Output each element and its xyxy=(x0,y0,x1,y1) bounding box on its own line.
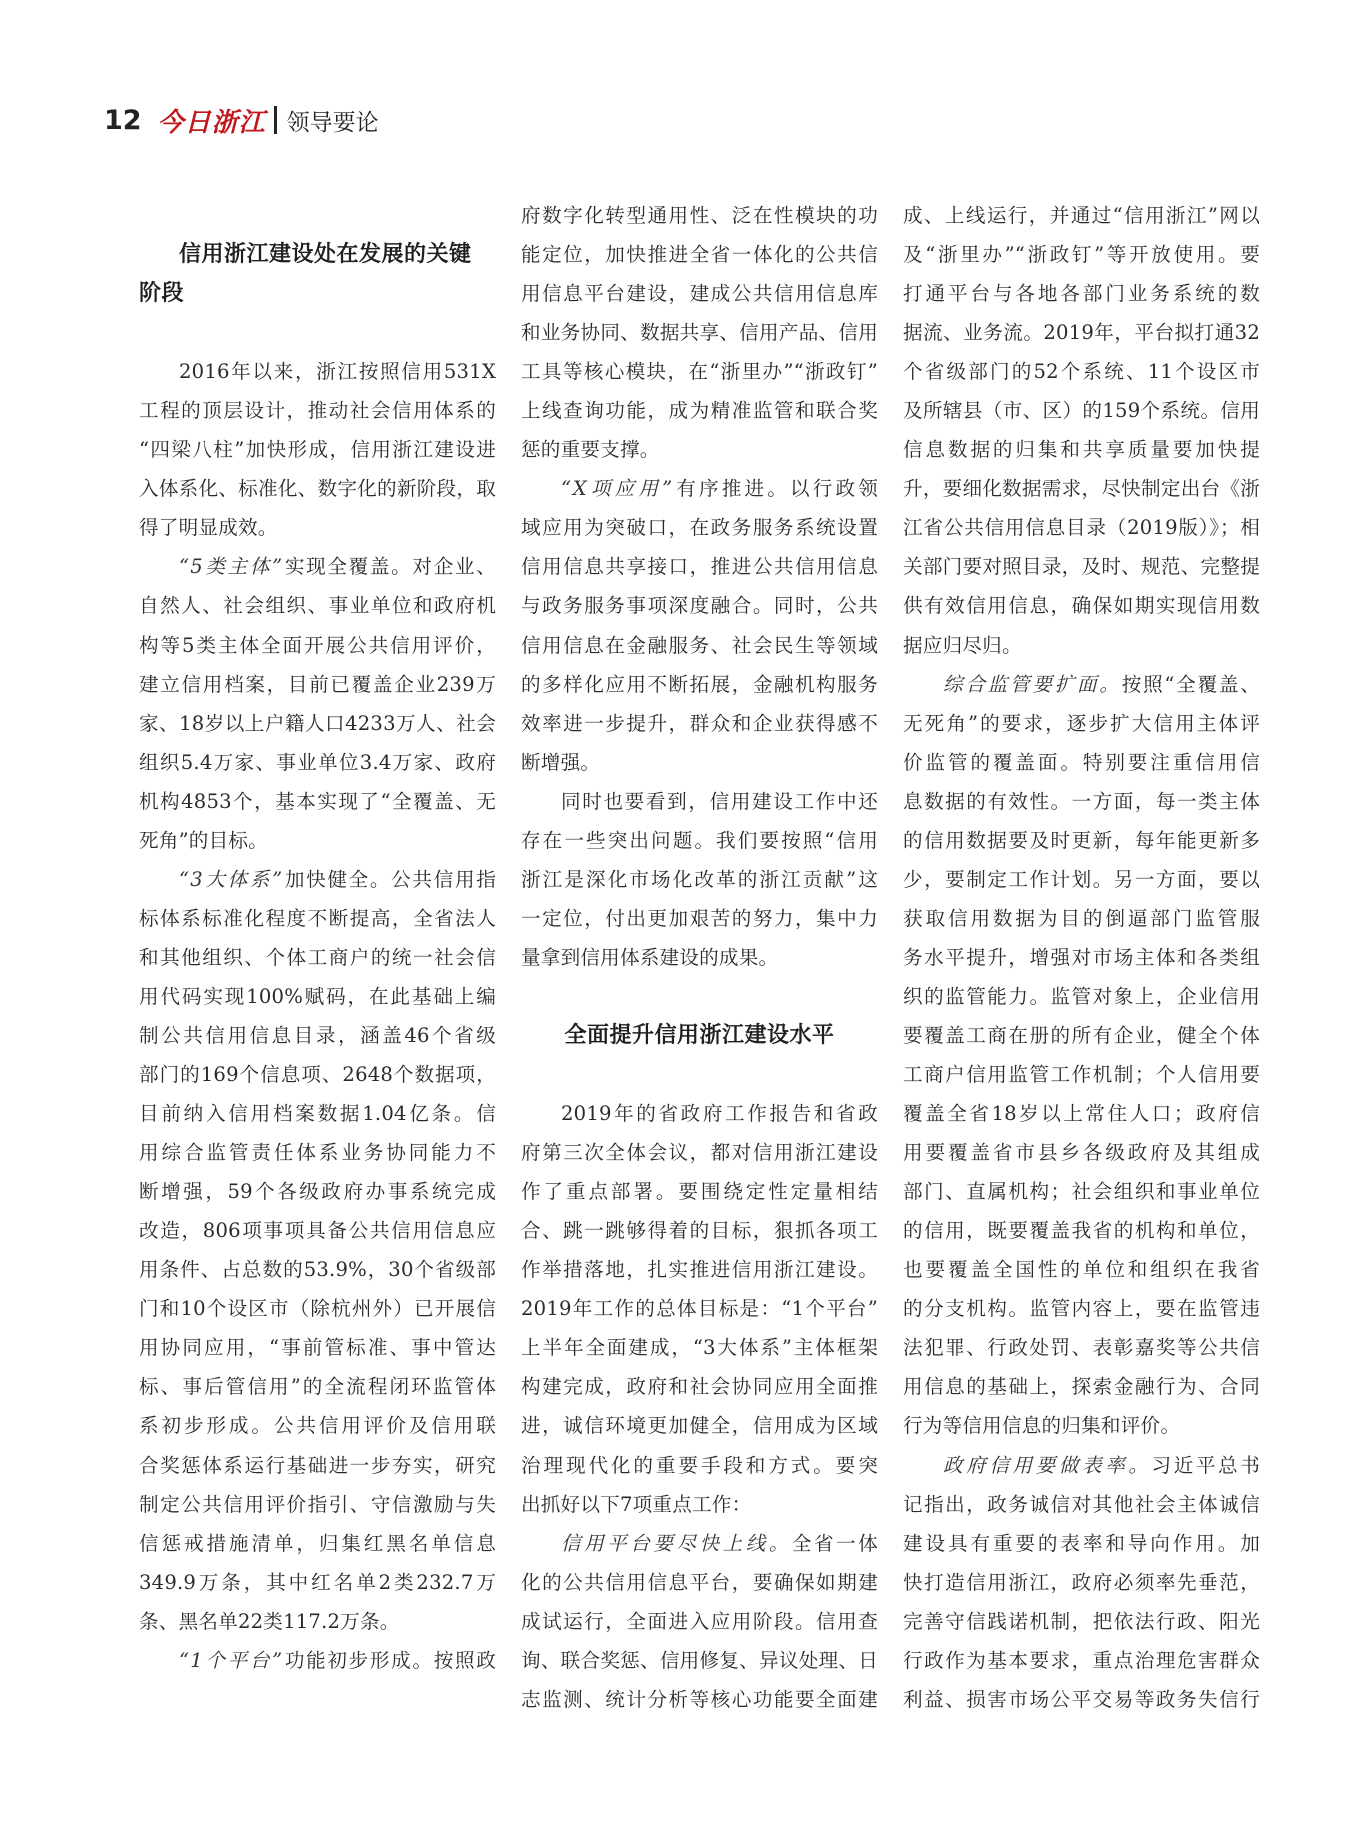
paragraph-line: 及所辖县（市、区）的159个系统。信用 xyxy=(903,399,1260,423)
paragraph-line: 同时也要看到，信用建设工作中还 xyxy=(561,789,878,813)
paragraph-line: 织的监管能力。监管对象上，企业信用 xyxy=(903,984,1260,1008)
paragraph-line: 建设具有重要的表率和导向作用。加 xyxy=(903,1531,1260,1555)
paragraph-line: 合奖惩体系运行基础进一步夯实，研究 xyxy=(139,1453,496,1477)
paragraph-line: 用综合监管责任体系业务协同能力不 xyxy=(139,1141,496,1165)
paragraph-line: 域应用为突破口，在政务服务系统设置 xyxy=(521,516,878,540)
paragraph-line: 利益、损害市场公平交易等政务失信行 xyxy=(903,1687,1260,1711)
paragraph-line: 工商户信用监管工作机制；个人信用要 xyxy=(903,1063,1260,1087)
paragraph-line: 标体系标准化程度不断提高，全省法人 xyxy=(139,906,496,930)
paragraph-line: 合、跳一跳够得着的目标，狠抓各项工 xyxy=(521,1219,878,1243)
paragraph-line: 府第三次全体会议，都对信用浙江建设 xyxy=(521,1141,878,1165)
lead-phrase: 政府信用要做表率。 xyxy=(943,1453,1152,1477)
paragraph-line: 上线查询功能，成为精准监管和联合奖 xyxy=(521,399,878,423)
paragraph-line: 成试运行，全面进入应用阶段。信用查 xyxy=(521,1609,878,1633)
paragraph-line: 条、黑名单22类117.2万条。 xyxy=(139,1609,400,1633)
paragraph-line: 的信用数据要及时更新，每年能更新多 xyxy=(903,828,1260,852)
paragraph-line: 完善守信践诺机制，把依法行政、阳光 xyxy=(903,1609,1260,1633)
paragraph-line: 上半年全面建成，“3大体系”主体框架 xyxy=(521,1336,878,1360)
paragraph-line: 志监测、统计分析等核心功能要全面建 xyxy=(521,1687,878,1711)
section-label: 领导要论 xyxy=(286,109,379,136)
paragraph-line: 制定公共信用评价指引、守信激励与失 xyxy=(139,1492,496,1516)
paragraph-line: 构建完成，政府和社会协同应用全面推 xyxy=(521,1375,878,1399)
paragraph-line: “X项应用”有序推进。以行政领 xyxy=(561,477,878,501)
paragraph-line: “3大体系”加快健全。公共信用指 xyxy=(179,867,497,891)
paragraph-line: 江省公共信用信息目录（2019版）》；相 xyxy=(903,516,1260,540)
paragraph-line: 信惩戒措施清单，归集红黑名单信息 xyxy=(139,1531,496,1555)
section-heading-1: 信用浙江建设处在发展的关键 xyxy=(179,242,472,268)
paragraph-line: 进，诚信环境更加健全，信用成为区域 xyxy=(521,1414,878,1438)
article-column-2 xyxy=(521,196,878,1719)
paragraph-line: “1个平台”功能初步形成。按照政 xyxy=(179,1648,497,1672)
paragraph-line: 断增强，59个各级政府办事系统完成 xyxy=(139,1180,496,1204)
lead-phrase: “1个平台” xyxy=(179,1648,284,1672)
paragraph-line: 2019年工作的总体目标是：“1个平台” xyxy=(521,1297,878,1321)
paragraph-line: 量拿到信用体系建设的成果。 xyxy=(521,945,779,969)
paragraph-line: 关部门要对照目录，及时、规范、完整提 xyxy=(903,555,1260,579)
paragraph-line: 信用平台要尽快上线。全省一体 xyxy=(561,1531,878,1555)
paragraph-line: 效率进一步提升，群众和企业获得感不 xyxy=(521,711,878,735)
paragraph-line: 综合监管要扩面。按照“全覆盖、 xyxy=(943,672,1260,696)
paragraph-line: 存在一些突出问题。我们要按照“信用 xyxy=(521,828,878,852)
paragraph-line: 的多样化应用不断拓展，金融机构服务 xyxy=(521,672,878,696)
paragraph-line: 询、联合奖惩、信用修复、异议处理、日 xyxy=(521,1648,878,1672)
paragraph-line: 升，要细化数据需求，尽快制定出台《浙 xyxy=(903,477,1260,501)
paragraph-line: “5类主体”实现全覆盖。对企业、 xyxy=(179,555,497,579)
paragraph-line: 要覆盖工商在册的所有企业，健全个体 xyxy=(903,1023,1260,1047)
paragraph-line: 务水平提升，增强对市场主体和各类组 xyxy=(903,945,1260,969)
paragraph-line: 部门、直属机构；社会组织和事业单位 xyxy=(903,1180,1260,1204)
paragraph-line: 用协同应用，“事前管标准、事中管达 xyxy=(139,1336,496,1360)
paragraph-line: 息数据的有效性。一方面，每一类主体 xyxy=(903,789,1260,813)
paragraph-line: 也要覆盖全国性的单位和组织在我省 xyxy=(903,1258,1260,1282)
paragraph-line: 建立信用档案，目前已覆盖企业239万 xyxy=(139,672,496,696)
paragraph-line: 能定位，加快推进全省一体化的公共信 xyxy=(521,243,878,267)
lead-phrase: “X项应用” xyxy=(561,477,674,501)
paragraph-line: 断增强。 xyxy=(521,750,601,774)
paragraph-line: 用条件、占总数的53.9%，30个省级部 xyxy=(139,1258,496,1282)
paragraph-line: 据应归尽归。 xyxy=(903,633,1022,657)
paragraph-line: 目前纳入信用档案数据1.04亿条。信 xyxy=(139,1102,496,1126)
paragraph-line: 覆盖全省18岁以上常住人口；政府信 xyxy=(903,1102,1260,1126)
paragraph-line: 入体系化、标准化、数字化的新阶段，取 xyxy=(139,477,496,501)
page-header xyxy=(104,98,379,142)
paragraph-line: 据流、业务流。2019年，平台拟打通32 xyxy=(903,321,1260,345)
paragraph-line: 快打造信用浙江，政府必须率先垂范， xyxy=(903,1570,1260,1594)
paragraph-line: 部门的169个信息项、2648个数据项， xyxy=(139,1063,496,1087)
paragraph-line: 组织5.4万家、事业单位3.4万家、政府 xyxy=(139,750,496,774)
article-column-1 xyxy=(139,196,496,1680)
paragraph-line: 2016年以来，浙江按照信用531X xyxy=(179,360,496,384)
paragraph-line: 死角”的目标。 xyxy=(139,828,268,852)
paragraph-line: 治理现代化的重要手段和方式。要突 xyxy=(521,1453,878,1477)
paragraph-line: 标、事后管信用”的全流程闭环监管体 xyxy=(139,1375,496,1399)
paragraph-line: 与政务服务事项深度融合。同时，公共 xyxy=(521,594,878,618)
paragraph-line: 作了重点部署。要围绕定性定量相结 xyxy=(521,1180,878,1204)
paragraph-line: 构等5类主体全面开展公共信用评价， xyxy=(139,633,496,657)
paragraph-line: 的分支机构。监管内容上，要在监管违 xyxy=(903,1297,1260,1321)
paragraph-line: 信息数据的归集和共享质量要加快提 xyxy=(903,438,1260,462)
paragraph-line: 政府信用要做表率。习近平总书 xyxy=(943,1453,1260,1477)
paragraph-line: 得了明显成效。 xyxy=(139,516,278,540)
paragraph-line: 用要覆盖省市县乡各级政府及其组成 xyxy=(903,1141,1260,1165)
paragraph-line: 作举措落地，扎实推进信用浙江建设。 xyxy=(521,1258,878,1282)
paragraph-line: 少，要制定工作计划。另一方面，要以 xyxy=(903,867,1260,891)
paragraph-line: 打通平台与各地各部门业务系统的数 xyxy=(903,282,1260,306)
section-heading-1-cont: 阶段 xyxy=(139,281,185,307)
lead-phrase: 综合监管要扩面。 xyxy=(943,672,1122,696)
section-heading-2: 全面提升信用浙江建设水平 xyxy=(564,1022,835,1048)
paragraph-line: 自然人、社会组织、事业单位和政府机 xyxy=(139,594,496,618)
paragraph-line: “四梁八柱”加快形成，信用浙江建设进 xyxy=(139,438,496,462)
paragraph-line: 供有效信用信息，确保如期实现信用数 xyxy=(903,594,1260,618)
paragraph-line: 用代码实现100%赋码，在此基础上编 xyxy=(139,984,496,1008)
paragraph-line: 获取信用数据为目的倒逼部门监管服 xyxy=(903,906,1260,930)
paragraph-line: 行为等信用信息的归集和评价。 xyxy=(903,1414,1181,1438)
paragraph-line: 家、18岁以上户籍人口4233万人、社会 xyxy=(139,711,496,735)
paragraph-line: 价监管的覆盖面。特别要注重信用信 xyxy=(903,750,1260,774)
paragraph-line: 府数字化转型通用性、泛在性模块的功 xyxy=(521,204,878,227)
paragraph-line: 改造，806项事项具备公共信用信息应 xyxy=(139,1219,496,1243)
paragraph-line: 用信息的基础上，探索金融行为、合同 xyxy=(903,1375,1260,1399)
paragraph-line: 信用信息在金融服务、社会民生等领域 xyxy=(521,633,878,657)
paragraph-line: 出抓好以下7项重点工作： xyxy=(521,1492,752,1516)
article-column-3 xyxy=(903,196,1260,1719)
paragraph-line: 化的公共信用信息平台，要确保如期建 xyxy=(521,1570,878,1594)
paragraph-line: 及“浙里办”“浙政钉”等开放使用。要 xyxy=(903,243,1260,267)
lead-phrase: “3大体系” xyxy=(179,867,284,891)
paragraph-line: 信用信息共享接口，推进公共信用信息 xyxy=(521,555,878,579)
lead-phrase: 信用平台要尽快上线。 xyxy=(561,1531,792,1555)
paragraph-line: 工程的顶层设计，推动社会信用体系的 xyxy=(139,399,496,423)
paragraph-line: 成、上线运行，并通过“信用浙江”网以 xyxy=(903,204,1260,227)
paragraph-line: 浙江是深化市场化改革的浙江贡献”这 xyxy=(521,867,878,891)
paragraph-line: 个省级部门的52个系统、11个设区市 xyxy=(903,360,1260,384)
paragraph-line: 的信用，既要覆盖我省的机构和单位， xyxy=(903,1219,1260,1243)
paragraph-line: 记指出，政务诚信对其他社会主体诚信 xyxy=(903,1492,1260,1516)
magazine-logo: 今日浙江 xyxy=(157,107,266,138)
paragraph-line: 工具等核心模块，在“浙里办”“浙政钉” xyxy=(521,360,878,384)
paragraph-line: 惩的重要支撑。 xyxy=(521,438,660,462)
lead-phrase: “5类主体” xyxy=(179,555,284,579)
paragraph-line: 法犯罪、行政处罚、表彰嘉奖等公共信 xyxy=(903,1336,1260,1360)
page-number: 12 xyxy=(104,104,142,136)
paragraph-line: 用信息平台建设，建成公共信用信息库 xyxy=(521,282,878,306)
paragraph-line: 一定位，付出更加艰苦的努力，集中力 xyxy=(521,906,878,930)
paragraph-line: 制公共信用信息目录，涵盖46个省级 xyxy=(139,1023,496,1047)
paragraph-line: 系初步形成。公共信用评价及信用联 xyxy=(139,1414,496,1438)
paragraph-line: 行政作为基本要求，重点治理危害群众 xyxy=(903,1648,1260,1672)
paragraph-line: 和业务协同、数据共享、信用产品、信用 xyxy=(521,321,878,345)
paragraph-line: 349.9万条，其中红名单2类232.7万 xyxy=(139,1570,496,1594)
paragraph-line: 和其他组织、个体工商户的统一社会信 xyxy=(139,945,496,969)
header-divider xyxy=(274,106,277,134)
paragraph-line: 机构4853个，基本实现了“全覆盖、无 xyxy=(139,789,496,813)
paragraph-line: 2019年的省政府工作报告和省政 xyxy=(561,1102,878,1126)
paragraph-line: 无死角”的要求，逐步扩大信用主体评 xyxy=(903,711,1260,735)
paragraph-line: 门和10个设区市（除杭州外）已开展信 xyxy=(139,1297,496,1321)
